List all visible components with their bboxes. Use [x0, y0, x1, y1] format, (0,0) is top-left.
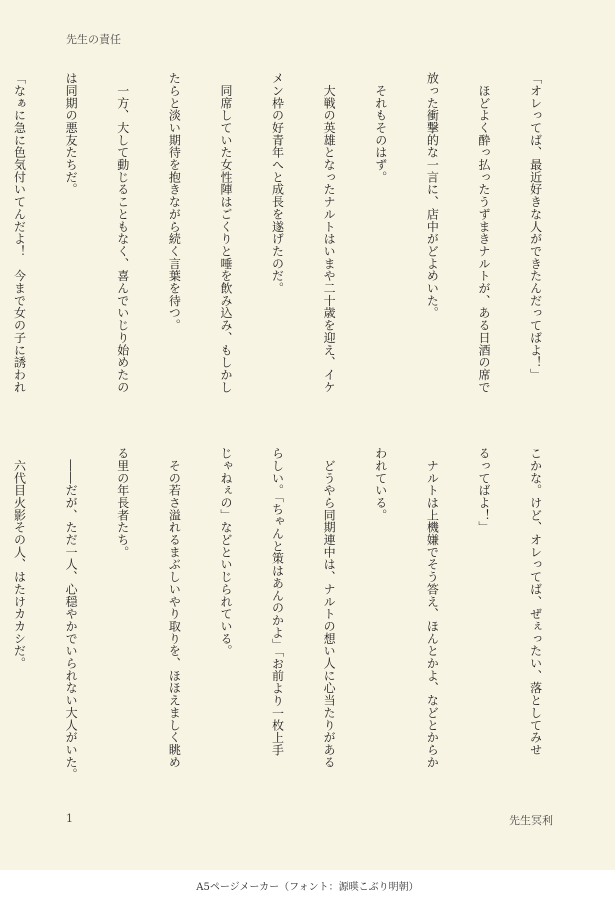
text-line: こかな。けど、オレってば、ぜぇったい、落としてみせ: [528, 447, 543, 756]
text-line: ――だが、ただ一人、心穏やかでいられない大人がいた。: [64, 447, 79, 781]
text-line: 「オレってば、最近好きな人ができたんだってばよ！」: [528, 72, 543, 381]
text-line: われている。: [373, 447, 388, 522]
text-line: たらと淡い期待を抱きながら続く言葉を待つ。: [167, 72, 182, 332]
running-head-title: 先生の責任: [66, 33, 121, 46]
footer-credit: A5ページメーカー（フォント：源暎こぶり明朝）: [196, 882, 419, 893]
author-name: 先生冥利: [509, 814, 553, 827]
text-line: 放った衝撃的な一言に、店中がどよめいた。: [425, 72, 440, 319]
text-line: 六代目火影その人、はたけカカシだ。: [12, 447, 27, 670]
text-line: らしい。「ちゃんと策はあんのかよ」「お前より一枚上手: [270, 447, 285, 757]
text-column-bottom: [0, 447, 578, 792]
text-line: ナルトは上機嫌でそう答え、ほんとかよ、などとからか: [425, 447, 440, 769]
text-line: る里の年長者たち。: [115, 447, 130, 559]
text-line: は同期の悪友たちだ。: [64, 72, 79, 196]
text-line: どうやら同期連中は、ナルトの想い人に心当たりがある: [322, 447, 337, 769]
text-line: 大戦の英雄となったナルトはいまや二十歳を迎え、イケ: [322, 72, 337, 394]
text-line: その若さ溢れるまぶしいやり取りを、ほほえましく眺め: [167, 447, 182, 769]
text-line: じゃねぇの」などといじられている。: [218, 447, 233, 657]
text-line: 「なぁに急に色気付いてんだよ！ 今まで女の子に誘われ: [12, 72, 27, 394]
text-line: 同席していた女性陣はごくりと唾を飲み込み、もしかし: [218, 72, 233, 394]
page-number: 1: [66, 812, 73, 825]
text-line: るってばよ！」: [476, 447, 491, 534]
text-line: ほどよく酔っ払ったうずまきナルトが、ある日酒の席で: [476, 72, 491, 394]
text-line: メン枠の好青年へと成長を遂げたのだ。: [270, 72, 285, 295]
text-column-top: [0, 72, 578, 417]
text-line: 一方、大して動じることもなく、喜んでいじり始めたの: [115, 72, 130, 394]
text-line: それもそのはず。: [373, 72, 388, 184]
